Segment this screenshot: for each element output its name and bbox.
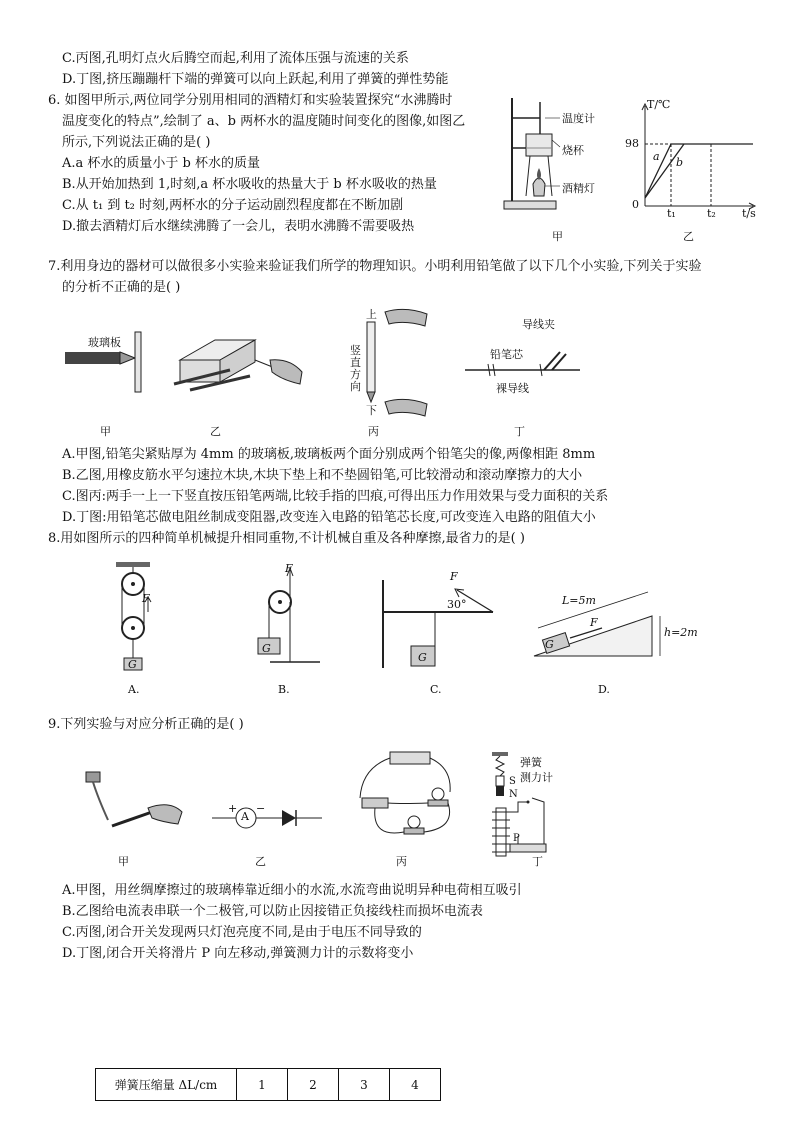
- q7-option-c: C.图丙:两手一上一下竖直按压铅笔两端,比较手指的凹痕,可得出压力作用效果与受力面积的关系: [62, 489, 609, 504]
- q6-option-c: C.从 t₁ 到 t₂ 时刻,两杯水的分子运动剧烈程度都在不断加剧: [62, 198, 404, 213]
- bulb-2: [408, 816, 420, 828]
- q6-option-a: A.a 杯水的质量小于 b 杯水的质量: [62, 156, 260, 171]
- spring: [496, 756, 504, 776]
- label-pencil-core: 铅笔芯: [490, 348, 523, 361]
- battery: [390, 752, 430, 764]
- graph-y-label: T/℃: [647, 98, 671, 111]
- q6-caption-yi: 乙: [683, 230, 694, 243]
- label-thermometer: 温度计: [562, 112, 595, 125]
- q7-fig-yi: [170, 320, 310, 400]
- q8a-force: F: [142, 592, 150, 605]
- graph-x-label: t/s: [742, 207, 756, 220]
- beaker: [526, 134, 552, 156]
- rheostat: [510, 844, 546, 852]
- graph-line-a: a: [653, 150, 660, 163]
- q7-stem-2: 的分析不正确的是( ): [62, 280, 181, 295]
- q7-fig-jia: [65, 320, 155, 400]
- q8d-weight: G: [545, 638, 554, 651]
- pencil: [65, 352, 120, 364]
- q7-caption-bing: 丙: [368, 425, 379, 438]
- wire-clip: [544, 352, 560, 370]
- q7-option-a: A.甲图,铅笔尖紧贴厚为 4mm 的玻璃板,玻璃板两个面分别成两个铅笔尖的像,两像相距 8mm: [62, 447, 596, 462]
- hand: [148, 805, 182, 824]
- label-wire-clip: 导线夹: [522, 318, 555, 331]
- label-s-pole: S: [509, 776, 516, 787]
- q8-fig-a: [108, 562, 168, 677]
- label-beaker: 烧杯: [562, 144, 584, 157]
- q8d-length: L=5m: [562, 594, 596, 607]
- q9-option-a: A.甲图，用丝绸摩擦过的玻璃棒靠近细小的水流,水流弯曲说明异种电荷相互吸引: [62, 883, 522, 898]
- label-vertical-direction: 竖直方向: [350, 344, 361, 393]
- q8-stem: 8.用如图所示的四种简单机械提升相同重物,不计机械自重及各种摩擦,最省力的是( ): [48, 531, 525, 546]
- q9-caption-yi: 乙: [255, 855, 266, 868]
- glass-rod: [112, 812, 152, 826]
- hand: [270, 360, 302, 384]
- q8c-angle: 30°: [447, 598, 467, 611]
- q9-fig-bing: [352, 748, 467, 848]
- q9-option-c: C.丙图,闭合开关发现两只灯泡亮度不同,是由于电压不同导致的: [62, 925, 422, 940]
- q6-option-d: D.撤去酒精灯后水继续沸腾了一会儿，表明水沸腾不需要吸热: [62, 219, 415, 234]
- ammeter-label: A: [241, 810, 249, 823]
- q9-caption-ding: 丁: [532, 855, 543, 868]
- q7-caption-jia: 甲: [100, 425, 111, 438]
- q7-caption-yi: 乙: [210, 425, 221, 438]
- label-bottom: 下: [366, 404, 377, 417]
- label-spring: 弹簧: [520, 756, 542, 769]
- graph-line-b: b: [676, 156, 684, 169]
- label-bare-wire: 裸导线: [496, 382, 529, 395]
- q8c-weight: G: [418, 651, 427, 664]
- q9-fig-jia: [82, 768, 192, 838]
- graph-t2: t₂: [707, 207, 716, 220]
- q9-option-b: B.乙图给电流表串联一个二极管,可以防止因接错正负接线柱而损坏电流表: [62, 904, 483, 919]
- q9-caption-bing: 丙: [396, 855, 407, 868]
- bottom-hand: [385, 399, 427, 416]
- top-hand: [385, 309, 427, 326]
- q8a-weight: G: [128, 658, 137, 671]
- q8-label-b: B.: [278, 683, 290, 696]
- q6-stem-3: 所示,下列说法正确的是( ): [62, 135, 211, 150]
- q8-fig-b: [250, 562, 330, 677]
- label-glass: 玻璃板: [88, 336, 121, 349]
- q8-label-d: D.: [598, 683, 610, 696]
- q8d-height: h=2m: [664, 626, 698, 639]
- q6-stem-2: 温度变化的特点”,绘制了 a、b 两杯水的温度随时间变化的图像,如图乙: [62, 114, 466, 129]
- q6-option-b: B.从开始加热到 1,时刻,a 杯水吸收的热量大于 b 杯水吸收的热量: [62, 177, 437, 192]
- q7-stem-1: 7.利用身边的器材可以做很多小实验来验证我们所学的物理知识。小明利用铅笔做了以下几个小实验,下列关于实验: [48, 259, 702, 274]
- q5-option-d: D.丁图,挤压蹦蹦杆下端的弹簧可以向上跃起,利用了弹簧的弹性势能: [62, 72, 449, 87]
- q8b-weight: G: [262, 642, 271, 655]
- label-n-pole: N: [509, 789, 518, 800]
- q8-fig-c: [375, 570, 505, 675]
- q9-stem: 9.下列实验与对应分析正确的是( ): [48, 717, 244, 732]
- q6-stem-1: 6. 如图甲所示,两位同学分别用相同的酒精灯和实验装置探究“水沸腾时: [48, 93, 453, 108]
- graph-origin: 0: [632, 198, 639, 211]
- electromagnet: [496, 808, 506, 856]
- magnet-n: [496, 786, 504, 796]
- switch: [362, 798, 388, 808]
- alcohol-lamp: [533, 178, 545, 196]
- faucet: [86, 772, 100, 782]
- table-header: 弹簧压缩量 ΔL/cm: [96, 1069, 237, 1101]
- glass-plate: [135, 332, 141, 392]
- q8-label-c: C.: [430, 683, 442, 696]
- table-cell: 4: [390, 1069, 441, 1101]
- q5-option-c: C.丙图,孔明灯点火后腾空而起,利用了流体压强与流速的关系: [62, 51, 409, 66]
- q7-option-d: D.丁图:用铅笔芯做电阻丝制成变阻器,改变连入电路的铅笔芯长度,可改变连入电路的阻值大小: [62, 510, 596, 525]
- label-slider-p: P: [513, 833, 520, 844]
- ammeter-minus: −: [256, 802, 266, 815]
- table-cell: 3: [339, 1069, 390, 1101]
- spring-compression-table: [95, 1068, 441, 1101]
- water-stream: [93, 782, 108, 820]
- magnet-s: [496, 776, 504, 786]
- table-cell: 2: [288, 1069, 339, 1101]
- label-top: 上: [366, 308, 377, 321]
- vertical-pencil: [367, 322, 375, 392]
- label-force-meter: 测力计: [520, 771, 553, 784]
- table-row: [96, 1069, 441, 1101]
- graph-boil-value: 98: [625, 137, 639, 150]
- q7-caption-ding: 丁: [514, 425, 525, 438]
- diode: [282, 810, 296, 826]
- q8c-force: F: [450, 570, 458, 583]
- table-cell: 1: [237, 1069, 288, 1101]
- graph-t1: t₁: [667, 207, 676, 220]
- q7-option-b: B.乙图,用橡皮筋水平匀速拉木块,木块下垫上和不垫圆铅笔,可比较滑动和滚动摩擦力的大小: [62, 468, 583, 483]
- ammeter-plus: +: [228, 802, 238, 815]
- q8d-force: F: [590, 616, 598, 629]
- line-b: [645, 144, 684, 198]
- q8-label-a: A.: [128, 683, 140, 696]
- q6-caption-jia: 甲: [552, 230, 563, 243]
- stand-base: [504, 201, 556, 209]
- q8b-force: F: [285, 562, 293, 575]
- q6-temperature-graph: [625, 100, 760, 215]
- bulb-1: [432, 788, 444, 800]
- label-alcohol-lamp: 酒精灯: [562, 182, 595, 195]
- q9-option-d: D.丁图,闭合开关将滑片 P 向左移动,弹簧测力计的示数将变小: [62, 946, 414, 961]
- q9-caption-jia: 甲: [118, 855, 129, 868]
